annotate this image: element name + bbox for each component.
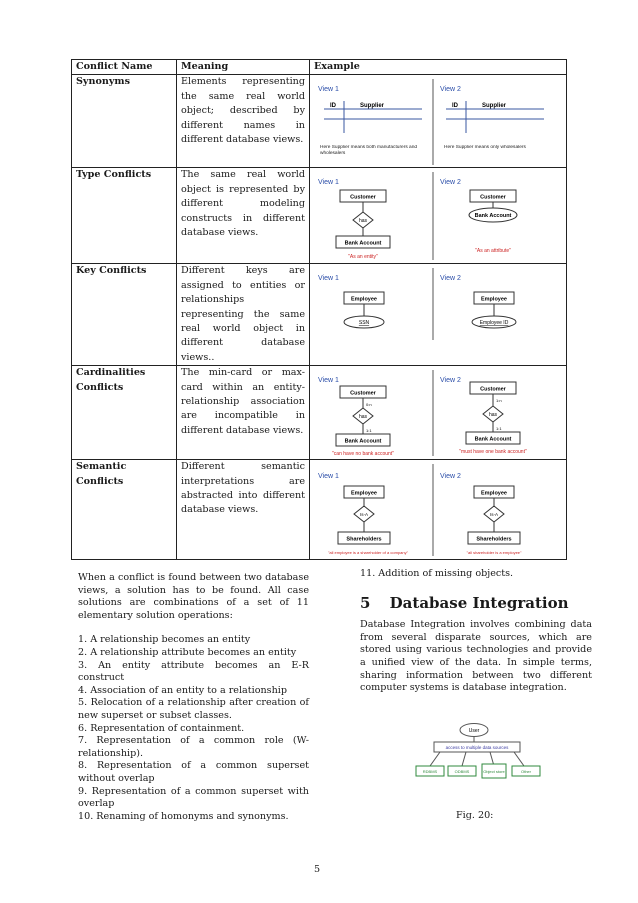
supplier-label-2: Supplier <box>482 103 507 110</box>
view2-label: View 2 <box>440 275 461 283</box>
synonyms-note-2: Here Supplier means only wholesalers <box>444 145 526 151</box>
view2-label: View 2 <box>440 377 461 385</box>
user-label: User <box>468 728 480 734</box>
view1-label: View 1 <box>318 86 339 94</box>
solution-operations-list <box>78 634 309 823</box>
semantic-note-1: "all employee is a shareholder of a company" <box>328 550 408 556</box>
page-number: 5 <box>314 864 321 875</box>
list-item: 7. Representation of a common role (W- relationship). <box>78 735 309 759</box>
employee-label: Employee <box>351 296 377 303</box>
key-conflicts-diagram <box>310 264 556 343</box>
list-item: 6. Representation of containment. <box>78 722 245 734</box>
table-row <box>72 264 567 366</box>
employee-id-label: Employee ID <box>479 320 509 327</box>
card-label-1a: 0:n <box>366 402 372 408</box>
example-cardinalities <box>310 366 567 460</box>
conflicts-table <box>71 59 567 560</box>
card-note-2: "must have one bank account" <box>459 449 527 456</box>
card-note-1: "can have no bank account" <box>332 451 394 458</box>
table-header-row <box>72 60 567 75</box>
type-note-1: "As an entity" <box>348 254 378 261</box>
supplier-label: Supplier <box>360 103 385 110</box>
card-label-2b: 1:1 <box>496 426 502 432</box>
synonyms-diagram <box>310 75 556 167</box>
bank-account-label: Bank Account <box>344 240 382 247</box>
semantic-diagram <box>310 460 556 559</box>
type-conflicts-diagram <box>310 168 556 263</box>
employee-label-2: Employee <box>481 296 507 303</box>
section-number: 5 <box>360 593 371 612</box>
id-label: ID <box>330 103 336 110</box>
left-column <box>78 572 309 823</box>
section-title: Database Integration <box>389 593 569 612</box>
cardinalities-diagram <box>310 366 556 459</box>
customer-label: Customer <box>350 390 376 397</box>
conflict-meaning: Different semantic interpretations are abstracted into different database views. <box>177 460 310 560</box>
example-synonyms <box>310 75 567 168</box>
view1-label: View 1 <box>318 179 339 187</box>
card-label-1b: 1:1 <box>366 428 372 434</box>
card-label-2a: 1:n <box>496 398 502 404</box>
customer-label-2: Customer <box>480 386 506 393</box>
table-row <box>72 366 567 460</box>
ssn-label: SSN <box>358 320 370 327</box>
list-item: 4. Association of an entity to a relationship <box>78 684 287 696</box>
section-heading <box>360 593 592 612</box>
rdbms-label: RDBMS <box>422 769 438 774</box>
right-column <box>360 568 592 695</box>
synonyms-note-1: Here Supplier means both manufacturers and wholesalers <box>320 145 418 156</box>
odbms-label: ODBMS <box>454 769 470 774</box>
isa-label-2: Is-A <box>489 512 499 518</box>
conflict-name: Key Conflicts <box>72 264 177 366</box>
conflict-meaning: The min-card or max-card within an entity-relationship association are incompatible in different database views. <box>177 366 310 460</box>
conflict-name: Type Conflicts <box>72 168 177 264</box>
view2-label: View 2 <box>440 473 461 481</box>
has-label-2: has <box>488 412 498 419</box>
table-row <box>72 75 567 168</box>
view2-label: View 2 <box>440 86 461 94</box>
conflict-name: Synonyms <box>72 75 177 168</box>
intro-paragraph: When a conflict is found between two database views, a solution has to be found. All case solutions are combinations of a set of 11 elementary solution operations: <box>78 572 309 621</box>
customer-label-2: Customer <box>480 194 506 201</box>
conflict-name: Semantic Conflicts <box>72 460 177 560</box>
conflict-name: Cardinalities Conflicts <box>72 366 177 460</box>
bank-account-label-2: Bank Account <box>474 436 512 443</box>
shareholders-label-2: Shareholders <box>476 536 512 543</box>
view1-label: View 1 <box>318 473 339 481</box>
example-semantic <box>310 460 567 560</box>
customer-label: Customer <box>350 194 376 201</box>
view1-label: View 1 <box>318 377 339 385</box>
employee-label-2: Employee <box>481 490 507 497</box>
header-meaning: Meaning <box>177 60 310 75</box>
list-item: 3. An entity attribute becomes an E-R construct <box>78 659 309 684</box>
has-label: has <box>358 218 368 225</box>
list-item: 5. Relocation of a relationship after creation of new superset or subset classes. <box>78 697 309 721</box>
view1-label: View 1 <box>318 275 339 283</box>
bank-account-label: Bank Account <box>344 438 382 445</box>
isa-label: Is-A <box>359 512 369 518</box>
access-label: access to multiple data sources <box>445 745 509 750</box>
list-item: 10. Renaming of homonyms and synonyms. <box>78 810 289 822</box>
view2-label: View 2 <box>440 179 461 187</box>
bank-account-attr-label: Bank Account <box>474 213 512 220</box>
list-item: 2. A relationship attribute becomes an entity <box>78 646 297 658</box>
id-label-2: ID <box>452 103 458 110</box>
list-item: 1. A relationship becomes an entity <box>78 634 251 646</box>
shareholders-label: Shareholders <box>346 536 382 543</box>
example-key-conflicts <box>310 264 567 366</box>
conflict-meaning: The same real world object is represented by different modeling constructs in different database views. <box>177 168 310 264</box>
list-item-11: 11. Addition of missing objects. <box>360 568 514 579</box>
section-paragraph: Database Integration involves combining data from several disparate sources, which are stored using various technologies and provide a unified view of the data. In simple terms, sharing information between two different computer systems is database integration. <box>360 619 592 694</box>
conflict-meaning: Different keys are assigned to entities or relationships representing the same real world object in different database views.. <box>177 264 310 366</box>
type-note-2: "As an attribute" <box>475 248 511 255</box>
header-example: Example <box>310 60 567 75</box>
has-label: has <box>358 414 368 421</box>
table-row <box>72 168 567 264</box>
list-item: 8. Representation of a common superset without overlap <box>78 760 309 784</box>
header-conflict-name: Conflict Name <box>72 60 177 75</box>
conflict-meaning: Elements representing the same real world object; described by different names in different database views. <box>177 75 310 168</box>
list-item: 9. Representation of a common superset with overlap <box>78 785 309 810</box>
object-store-label: Object store <box>483 769 505 774</box>
employee-label: Employee <box>351 490 377 497</box>
integration-figure <box>410 722 548 784</box>
figure-caption: Fig. 20: <box>456 810 494 821</box>
example-type-conflicts <box>310 168 567 264</box>
other-label: Other <box>520 769 532 774</box>
table-row <box>72 460 567 560</box>
semantic-note-2: "all shareholder is a employee" <box>466 550 522 556</box>
